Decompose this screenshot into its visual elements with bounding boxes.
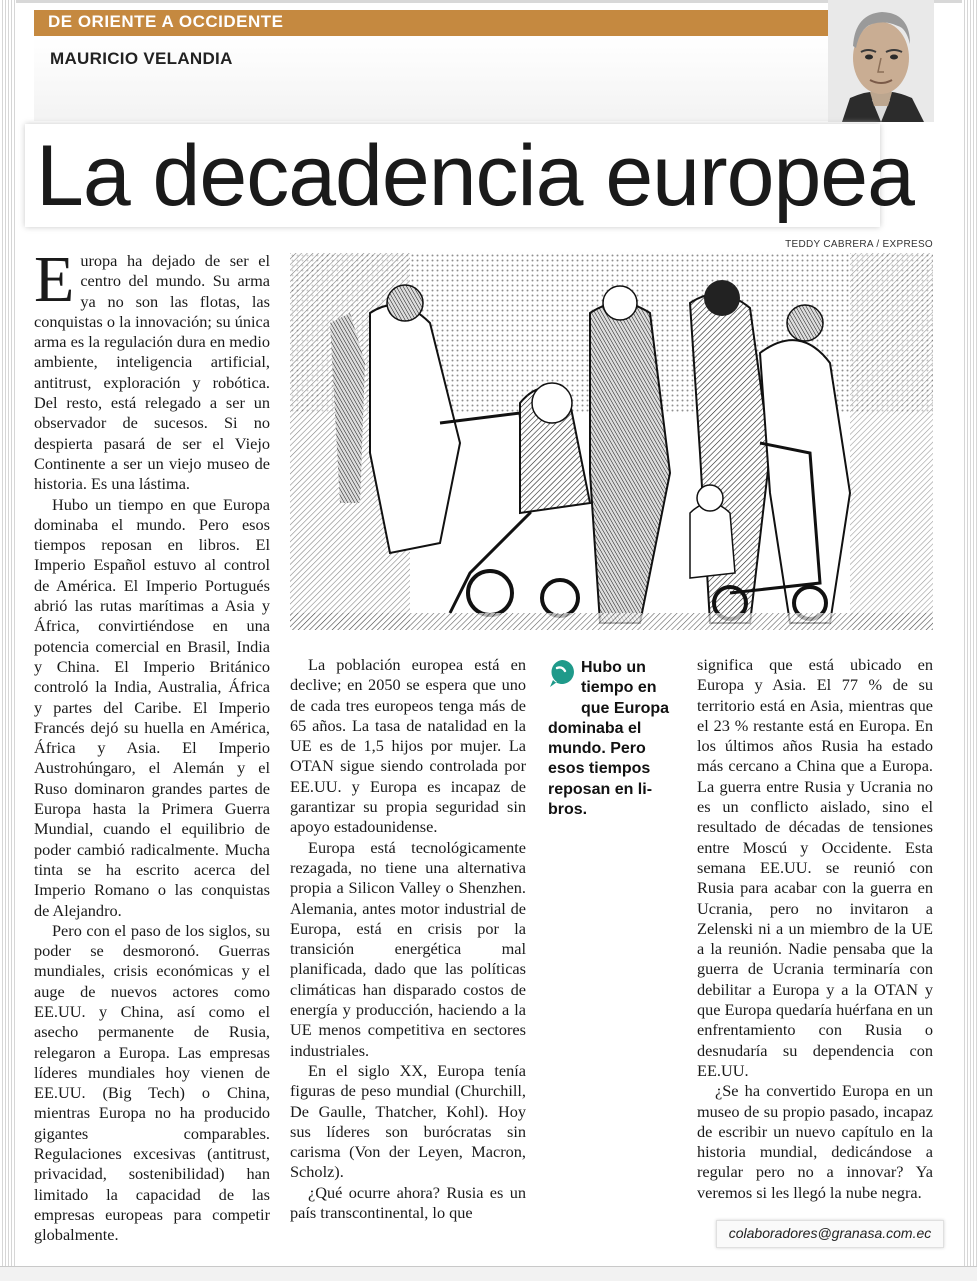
headline: La decadencia europea <box>36 128 914 224</box>
section-bar <box>34 10 830 34</box>
article-illustration <box>290 253 933 630</box>
crowd-illustration-drawing <box>290 253 933 630</box>
article-paragraph: Europa está tecnológicamente rezagada, no tiene una alternativa propia a Silicon Valley o Shenzhen. Alemania, antes motor industrial de Europa, está en crisis por la transición energética mal planificada, dado que las políticas climáticas han disparado costos de energía y producción, haciendo a la UE menos competitiva en sectores industriales. <box>290 837 526 1060</box>
article-paragraph: ¿Se ha convertido Europa en un museo de su propio pasado, incapaz de escribir un nuevo capítulo en la historia mundial, dedicándose a regular pero no a innovar? Ya veremos si les llegó la nube negra. <box>697 1081 933 1202</box>
pull-quote <box>548 658 680 820</box>
paragraph-text: uropa ha dejado de ser el centro del mundo. Su arma ya no son las flotas, las conquistas o la innovación; su única arma es la regulación dura en medio ambiente, inteligencia artificial, antitrust, exploración y robótica. Del resto, está relegado a ser un observador de sucesos. Si no despierta pasará de ser el Viejo Continente a ser un viejo museo de historia. Es una lástima. <box>34 251 270 494</box>
contact-email-box <box>716 1220 944 1248</box>
pull-quote-line: Hubo un <box>581 659 646 676</box>
photo-credit: TEDDY CABRERA / EXPRESO <box>785 239 933 250</box>
page-edge-right <box>962 0 977 1280</box>
author-portrait-drawing <box>828 0 934 122</box>
pull-quote-line: bros. <box>548 801 588 819</box>
pull-quote-line: mundo. Pero <box>548 740 646 758</box>
article-paragraph <box>34 243 270 495</box>
pull-quote-line: que Europa <box>581 699 670 717</box>
section-rule <box>34 34 830 36</box>
article-column-1 <box>34 243 270 1245</box>
pull-quote-line: reposan en li- <box>548 780 653 798</box>
page-edge-left <box>0 0 16 1280</box>
pull-quote-line: dominaba el <box>548 719 642 737</box>
article-paragraph: Pero con el paso de los siglos, su poder se desmoronó. Guerras mundiales, crisis económicas y el auge de nuevos actores como EE.UU. y China, así como el asecho permanente de Rusia, relegaron a Europa. Las empresas líderes mundiales hoy vienen de EE.UU. (Big Tech) o China, mientras Europa no ha producido gigantes comparables. Regulaciones excesivas (antitrust, privacidad, sostenibilidad) han limitado la capacidad de las empresas europeas para competir globalmente. <box>34 920 270 1245</box>
pull-quote-line: tiempo en <box>581 679 657 697</box>
author-name: MAURICIO VELANDIA <box>50 49 233 68</box>
article-paragraph: La población europea está en declive; en 2050 se espera que uno de cada tres europeos tenga más de 65 años. La tasa de natalidad en la UE es de 1,5 hijos por mujer. La OTAN sigue siendo controlada por EE.UU. y Europa es incapaz de garantizar su propia seguridad sin apoyo estadounidense. <box>290 655 526 837</box>
author-portrait <box>828 0 934 122</box>
article-column-4 <box>697 655 933 1225</box>
drop-cap: E <box>34 243 75 316</box>
article-paragraph: significa que está ubicado en Europa y Asia. El 77 % de su territorio está en Asia, mientras que el 23 % restante está en Europa. En los últimos años Rusia ha estado más cercano a China que a Europa. La guerra entre Rusia y Ucrania no es un conflicto aislado, sino el resultado de décadas de tensiones entre Moscú y Occidente. Esta semana EE.UU. se reunió con Rusia para acabar con la guerra en Ucrania, pero no invitaron a Zelenski ni a un miembro de la UE a la reunión. Nadie pensaba que la guerra de Ucrania terminaría con debilitar a Europa y a la OTAN y que Europa quedaría huérfana en un enfrentamiento con Rusia o desnudaría su dependencia con EE.UU. <box>697 655 933 1080</box>
contact-email[interactable]: colaboradores@granasa.com.ec <box>728 1225 932 1241</box>
article-paragraph: En el siglo XX, Europa tenía figuras de peso mundial (Churchill, De Gaulle, Thatcher, Kohl). Hoy sus líderes son burócratas sin carisma (Von der Leyen, Macron, Scholz). <box>290 1060 526 1182</box>
pull-quote-line: esos tiempos <box>548 760 651 778</box>
article-column-2 <box>290 655 526 1245</box>
page-edge-bottom <box>0 1266 977 1281</box>
section-label: DE ORIENTE A OCCIDENTE <box>48 12 284 31</box>
article-paragraph: ¿Qué ocurre ahora? Rusia es un país transcontinental, lo que <box>290 1182 526 1223</box>
article-paragraph: Hubo un tiempo en que Europa dominaba el mundo. Pero esos tiempos reposan en libros. El Imperio Español estuvo al control de América. El Imperio Portugués abrió las rutas marítimas a Asia y África, convirtiéndose en una potencia comercial en Brasil, India y China. El Imperio Británico controló la India, Australia, África y partes del Caribe. El Imperio Francés dejó su huella en América, África y Asia. El Imperio Austrohúngaro, el Alemán y el Ruso dominaron grandes partes de Europa hasta la Primera Guerra Mundial, cuando el equilibrio de poder cambió radicalmente. Mucha tinta se ha escrito acerca del Imperio Romano o las conquistas de Alejandro. <box>34 494 270 920</box>
